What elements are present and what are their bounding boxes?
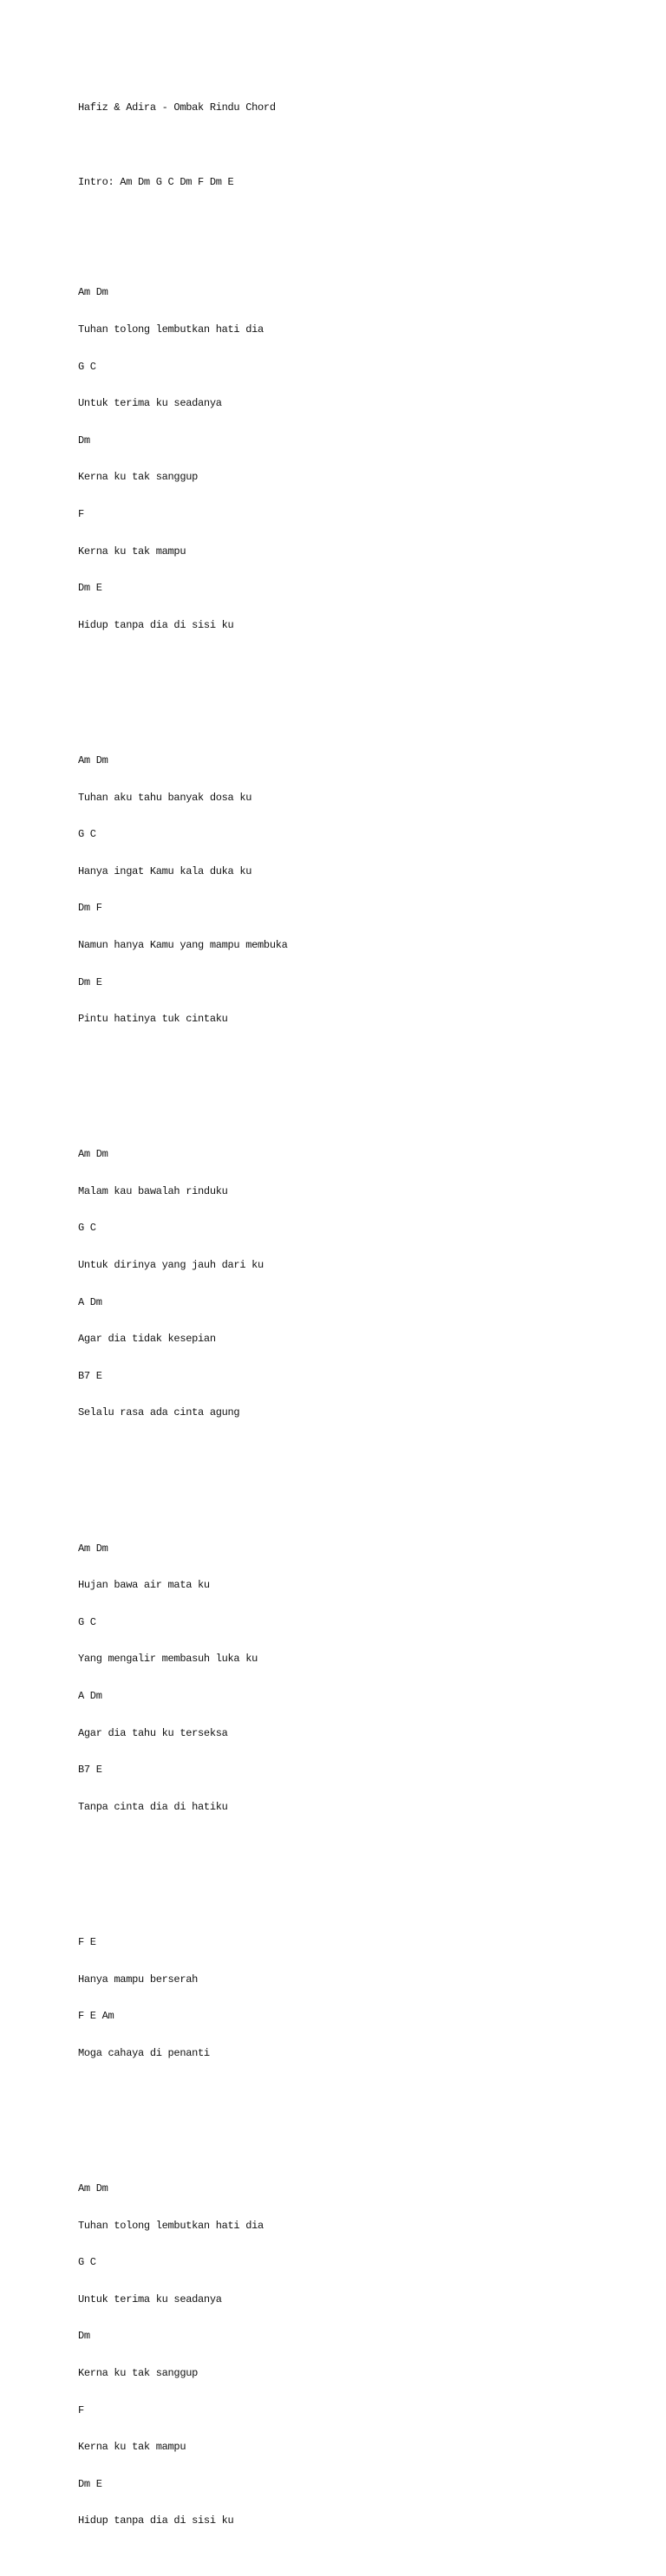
blank-line	[78, 1468, 288, 1480]
verse-2	[78, 730, 288, 1050]
lyric-line: Tuhan tolong lembutkan hati dia	[78, 2219, 264, 2232]
lyric-line: Hujan bawa air mata ku	[78, 1579, 210, 1592]
intro-line: Intro: Am Dm G C Dm F Dm E	[78, 175, 234, 188]
lyric-line: Tanpa cinta dia di hatiku	[78, 1800, 228, 1813]
lyric-line: Selalu rasa ada cinta agung	[78, 1406, 240, 1419]
lyric-line: Agar dia tidak kesepian	[78, 1333, 216, 1346]
chord-line: Am Dm	[78, 286, 108, 299]
lyric-line: Kerna ku tak sanggup	[78, 471, 199, 484]
lyric-line: Hidup tanpa dia di sisi ku	[78, 618, 234, 631]
bridge	[78, 1912, 288, 2084]
verse-1	[78, 262, 288, 655]
blank-line	[78, 2109, 288, 2121]
chorus-2	[78, 1517, 288, 1837]
lyric-line: Yang mengalir membasuh luka ku	[78, 1653, 258, 1666]
blank-line	[78, 139, 288, 151]
chord-line: Am Dm	[78, 1542, 108, 1555]
blank-line	[78, 212, 288, 225]
lyric-line: Kerna ku tak mampu	[78, 2441, 186, 2454]
chord-line: Am Dm	[78, 1148, 108, 1161]
chord-line: Dm E	[78, 2477, 102, 2490]
verse-repeat	[78, 2158, 288, 2552]
chord-line: F E Am	[78, 2010, 114, 2023]
lyric-line: Untuk terima ku seadanya	[78, 397, 222, 410]
chord-line: Am Dm	[78, 2182, 108, 2194]
chord-line: Dm F	[78, 902, 102, 915]
chord-line: G C	[78, 360, 96, 373]
chorus-1	[78, 1124, 288, 1444]
chord-sheet	[78, 77, 288, 2576]
lyric-line: Hidup tanpa dia di sisi ku	[78, 2514, 234, 2527]
lyric-line: Namun hanya Kamu yang mampu membuka	[78, 938, 288, 951]
lyric-line: Malam kau bawalah rinduku	[78, 1184, 228, 1197]
chord-line: G C	[78, 828, 96, 841]
lyric-line: Untuk dirinya yang jauh dari ku	[78, 1259, 264, 1272]
chord-line: A Dm	[78, 1690, 102, 1703]
chord-line: Dm	[78, 434, 90, 447]
lyric-line: Untuk terima ku seadanya	[78, 2292, 222, 2305]
chord-line: G C	[78, 1615, 96, 1628]
lyric-line: Moga cahaya di penanti	[78, 2046, 210, 2059]
chord-line: F E	[78, 1936, 96, 1949]
chord-line: F	[78, 507, 84, 520]
chord-line: B7 E	[78, 1764, 102, 1777]
chord-line: Dm	[78, 2330, 90, 2343]
chord-line: A Dm	[78, 1295, 102, 1308]
lyric-line: Kerna ku tak mampu	[78, 545, 186, 558]
blank-line	[78, 1074, 288, 1086]
song-title: Hafiz & Adira - Ombak Rindu Chord	[78, 101, 276, 114]
chord-line: Dm E	[78, 975, 102, 988]
chord-line: Am Dm	[78, 753, 108, 766]
lyric-line: Tuhan tolong lembutkan hati dia	[78, 323, 264, 336]
chord-line: G C	[78, 1222, 96, 1235]
blank-line	[78, 681, 288, 693]
chord-line: F	[78, 2403, 84, 2416]
chord-line: Dm E	[78, 582, 102, 595]
lyric-line: Kerna ku tak sanggup	[78, 2366, 199, 2379]
lyric-line: Tuhan aku tahu banyak dosa ku	[78, 791, 252, 804]
lyric-line: Agar dia tahu ku terseksa	[78, 1726, 228, 1739]
chord-line: G C	[78, 2256, 96, 2269]
lyric-line: Hanya ingat Kamu kala duka ku	[78, 864, 252, 877]
blank-line	[78, 1862, 288, 1875]
lyric-line: Pintu hatinya tuk cintaku	[78, 1013, 228, 1026]
lyric-line: Hanya mampu berserah	[78, 1973, 199, 1986]
chord-line: B7 E	[78, 1369, 102, 1382]
